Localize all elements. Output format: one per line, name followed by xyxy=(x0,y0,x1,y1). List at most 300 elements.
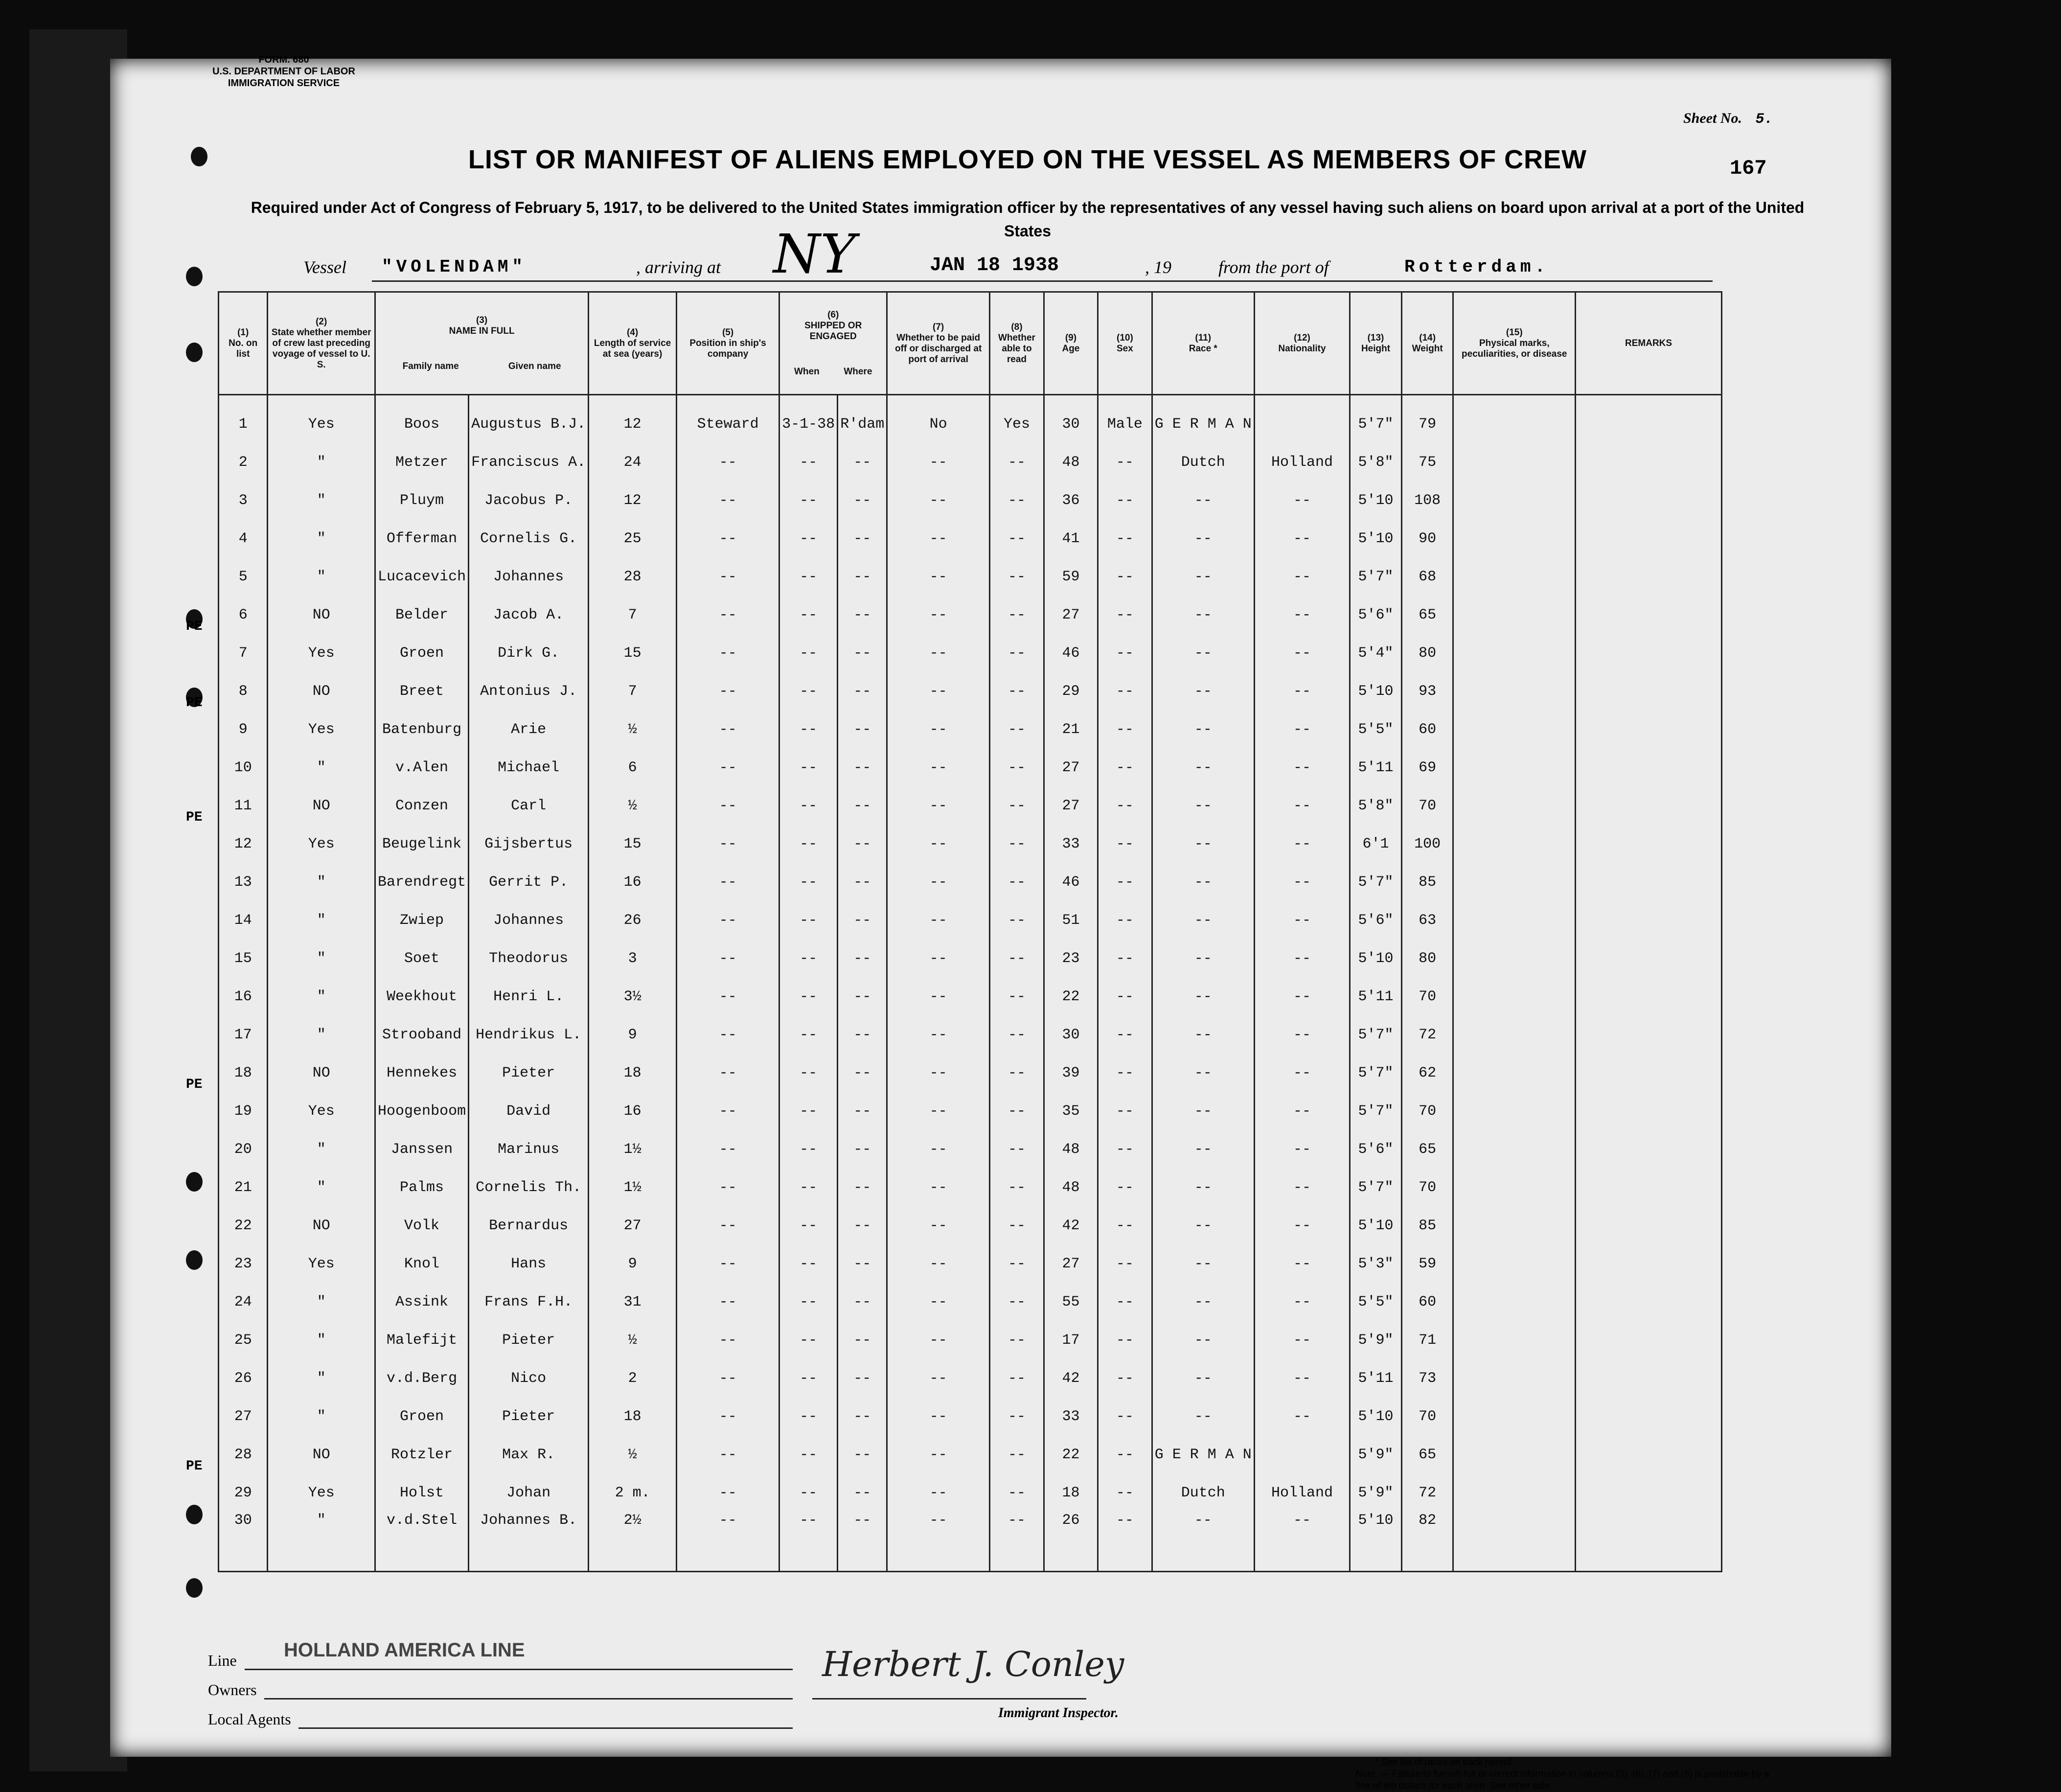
height-cell: 5'7" xyxy=(1350,395,1402,444)
given-name-cell: Pieter xyxy=(469,1321,589,1359)
paid-off-cell: -- xyxy=(887,1169,990,1207)
given-name-cell: Max R. xyxy=(469,1436,589,1474)
previous-voyage-cell: " xyxy=(268,1016,375,1054)
row-number-cell: 13 xyxy=(219,863,268,901)
weight-cell: 65 xyxy=(1401,1130,1453,1169)
table-row xyxy=(219,825,1722,863)
shipped-where-cell: -- xyxy=(838,1092,887,1130)
table-row xyxy=(219,558,1722,596)
height-cell: 5'6" xyxy=(1350,596,1402,634)
nationality-cell: -- xyxy=(1254,901,1350,940)
able-to-read-cell: -- xyxy=(990,1054,1044,1092)
height-cell: 5'8" xyxy=(1350,787,1402,825)
service-years-cell: 6 xyxy=(589,749,677,787)
previous-voyage-cell: Yes xyxy=(268,1245,375,1283)
able-to-read-cell: -- xyxy=(990,711,1044,749)
race-cell: -- xyxy=(1152,749,1254,787)
weight-cell: 100 xyxy=(1401,825,1453,863)
remarks-cell xyxy=(1576,1245,1722,1283)
shipped-when-cell: -- xyxy=(779,711,838,749)
paid-off-cell: -- xyxy=(887,1359,990,1398)
previous-voyage-cell: " xyxy=(268,482,375,520)
physical-marks-cell xyxy=(1453,1474,1576,1512)
physical-marks-cell xyxy=(1453,482,1576,520)
row-number-cell: 1 xyxy=(219,395,268,444)
sex-cell: -- xyxy=(1098,1054,1152,1092)
shipped-when-cell: -- xyxy=(779,558,838,596)
physical-marks-cell xyxy=(1453,787,1576,825)
nationality-cell: -- xyxy=(1254,520,1350,558)
weight-cell: 93 xyxy=(1401,672,1453,711)
col-paid-off-header: (7) Whether to be paid off or discharged at port of arrival xyxy=(887,292,990,395)
department-name: U.S. DEPARTMENT OF LABOR xyxy=(212,66,355,77)
sex-cell: -- xyxy=(1098,1245,1152,1283)
row-number-cell: 11 xyxy=(219,787,268,825)
physical-marks-cell xyxy=(1453,520,1576,558)
given-name-cell: Michael xyxy=(469,749,589,787)
row-number-cell: 7 xyxy=(219,634,268,672)
able-to-read-cell: -- xyxy=(990,1436,1044,1474)
sex-cell: -- xyxy=(1098,558,1152,596)
height-cell: 5'10 xyxy=(1350,672,1402,711)
shipped-where-cell: -- xyxy=(838,443,887,482)
race-cell: -- xyxy=(1152,863,1254,901)
family-name-cell: Groen xyxy=(375,634,469,672)
row-number-cell: 19 xyxy=(219,1092,268,1130)
height-cell: 5'4" xyxy=(1350,634,1402,672)
shipped-when-cell: -- xyxy=(779,1016,838,1054)
col-previous-voyage-header: (2) State whether member of crew last preceding voyage of vessel to U. S. xyxy=(268,292,375,395)
sex-cell: -- xyxy=(1098,787,1152,825)
position-cell: -- xyxy=(677,1054,779,1092)
previous-voyage-cell: " xyxy=(268,901,375,940)
physical-marks-cell xyxy=(1453,749,1576,787)
given-name-cell: Gerrit P. xyxy=(469,863,589,901)
race-cell: -- xyxy=(1152,825,1254,863)
remarks-cell xyxy=(1576,443,1722,482)
previous-voyage-cell: " xyxy=(268,1130,375,1169)
weight-cell: 90 xyxy=(1401,520,1453,558)
height-cell: 5'7" xyxy=(1350,1092,1402,1130)
given-name-cell: Cornelis Th. xyxy=(469,1169,589,1207)
remarks-cell xyxy=(1576,1436,1722,1474)
given-name-cell: Dirk G. xyxy=(469,634,589,672)
family-name-cell: Soet xyxy=(375,940,469,978)
family-name-cell: Hennekes xyxy=(375,1054,469,1092)
paid-off-cell: -- xyxy=(887,1054,990,1092)
col-height-header: (13) Height xyxy=(1350,292,1402,395)
previous-voyage-cell: NO xyxy=(268,787,375,825)
previous-voyage-cell: " xyxy=(268,863,375,901)
nationality-cell: -- xyxy=(1254,1512,1350,1572)
nationality-cell: -- xyxy=(1254,749,1350,787)
remarks-cell xyxy=(1576,558,1722,596)
able-to-read-cell: -- xyxy=(990,1130,1044,1169)
pe-marker: PE xyxy=(186,619,203,634)
position-cell: -- xyxy=(677,1398,779,1436)
service-years-cell: ½ xyxy=(589,711,677,749)
position-cell: -- xyxy=(677,596,779,634)
age-cell: 29 xyxy=(1044,672,1098,711)
weight-cell: 80 xyxy=(1401,634,1453,672)
row-number-cell: 23 xyxy=(219,1245,268,1283)
age-cell: 27 xyxy=(1044,596,1098,634)
shipped-where-cell: -- xyxy=(838,711,887,749)
table-row xyxy=(219,1054,1722,1092)
height-cell: 5'5" xyxy=(1350,1283,1402,1321)
nationality-cell: -- xyxy=(1254,978,1350,1016)
table-row xyxy=(219,749,1722,787)
footer-notes xyxy=(1355,1757,1786,1792)
form-number: FORM. 680 xyxy=(258,54,309,65)
height-cell: 5'6" xyxy=(1350,901,1402,940)
nationality-cell: -- xyxy=(1254,1207,1350,1245)
line-label: Line xyxy=(208,1652,237,1669)
remarks-cell xyxy=(1576,1359,1722,1398)
remarks-cell xyxy=(1576,940,1722,978)
service-years-cell: 1½ xyxy=(589,1130,677,1169)
height-cell: 5'3" xyxy=(1350,1245,1402,1283)
position-cell: -- xyxy=(677,1016,779,1054)
nationality-cell: Holland xyxy=(1254,443,1350,482)
height-cell: 5'7" xyxy=(1350,1054,1402,1092)
weight-cell: 65 xyxy=(1401,596,1453,634)
position-cell: -- xyxy=(677,443,779,482)
punch-hole xyxy=(186,1250,203,1270)
age-cell: 35 xyxy=(1044,1092,1098,1130)
table-row xyxy=(219,482,1722,520)
service-years-cell: 24 xyxy=(589,443,677,482)
age-cell: 41 xyxy=(1044,520,1098,558)
nationality-cell: -- xyxy=(1254,825,1350,863)
family-name-cell: Conzen xyxy=(375,787,469,825)
given-name-subheader: Given name xyxy=(508,361,561,371)
position-cell: -- xyxy=(677,634,779,672)
family-name-cell: Belder xyxy=(375,596,469,634)
row-number-cell: 29 xyxy=(219,1474,268,1512)
shipped-where-cell: R'dam xyxy=(838,395,887,444)
remarks-cell xyxy=(1576,1130,1722,1169)
shipped-where-cell: -- xyxy=(838,978,887,1016)
age-cell: 51 xyxy=(1044,901,1098,940)
service-years-cell: 7 xyxy=(589,672,677,711)
shipped-when-cell: -- xyxy=(779,863,838,901)
row-number-cell: 20 xyxy=(219,1130,268,1169)
col-remarks-header: REMARKS xyxy=(1576,292,1722,395)
age-cell: 27 xyxy=(1044,1245,1098,1283)
race-cell: -- xyxy=(1152,901,1254,940)
from-port: Rotterdam. xyxy=(1404,257,1550,277)
race-cell: -- xyxy=(1152,1321,1254,1359)
position-cell: -- xyxy=(677,520,779,558)
page-title: LIST OR MANIFEST OF ALIENS EMPLOYED ON THE VESSEL AS MEMBERS OF CREW xyxy=(468,145,1587,174)
sex-cell: -- xyxy=(1098,940,1152,978)
position-cell: -- xyxy=(677,978,779,1016)
row-number-cell: 22 xyxy=(219,1207,268,1245)
shipped-when-cell: -- xyxy=(779,1207,838,1245)
paid-off-cell: -- xyxy=(887,596,990,634)
page-subtitle: Required under Act of Congress of February 5, 1917, to be delivered to the United States immigration officer by the representatives of any vessel having such aliens on board upon arrival at a port of the United States xyxy=(251,199,1805,240)
able-to-read-cell: -- xyxy=(990,443,1044,482)
row-number-cell: 21 xyxy=(219,1169,268,1207)
position-cell: -- xyxy=(677,1207,779,1245)
position-cell: -- xyxy=(677,825,779,863)
shipped-when-cell: -- xyxy=(779,596,838,634)
sex-cell: -- xyxy=(1098,863,1152,901)
position-cell: -- xyxy=(677,863,779,901)
nationality-cell: -- xyxy=(1254,863,1350,901)
service-years-cell: 15 xyxy=(589,634,677,672)
given-name-cell: Johan xyxy=(469,1474,589,1512)
race-cell: G E R M A N xyxy=(1152,395,1254,444)
race-cell: -- xyxy=(1152,787,1254,825)
height-cell: 5'6" xyxy=(1350,1130,1402,1169)
previous-voyage-cell: " xyxy=(268,978,375,1016)
given-name-cell: Pieter xyxy=(469,1398,589,1436)
age-cell: 23 xyxy=(1044,940,1098,978)
age-cell: 33 xyxy=(1044,1398,1098,1436)
family-name-cell: Knol xyxy=(375,1245,469,1283)
shipped-where-cell: -- xyxy=(838,749,887,787)
sex-cell: -- xyxy=(1098,672,1152,711)
service-years-cell: ½ xyxy=(589,787,677,825)
col-age-header: (9) Age xyxy=(1044,292,1098,395)
race-cell: Dutch xyxy=(1152,443,1254,482)
able-to-read-cell: -- xyxy=(990,1169,1044,1207)
shipped-where-cell: -- xyxy=(838,596,887,634)
punch-hole xyxy=(186,1505,203,1524)
family-name-cell: Assink xyxy=(375,1283,469,1321)
given-name-cell: Cornelis G. xyxy=(469,520,589,558)
age-cell: 36 xyxy=(1044,482,1098,520)
able-to-read-cell: -- xyxy=(990,1512,1044,1572)
service-years-cell: 7 xyxy=(589,596,677,634)
given-name-cell: David xyxy=(469,1092,589,1130)
signature-underline xyxy=(812,1698,1086,1700)
family-name-cell: Weekhout xyxy=(375,978,469,1016)
service-years-cell: 2 xyxy=(589,1359,677,1398)
shipped-where-cell: -- xyxy=(838,672,887,711)
service-years-cell: ½ xyxy=(589,1321,677,1359)
where-subheader: Where xyxy=(844,366,872,377)
weight-cell: 85 xyxy=(1401,863,1453,901)
given-name-cell: Nico xyxy=(469,1359,589,1398)
given-name-cell: Jacobus P. xyxy=(469,482,589,520)
remarks-cell xyxy=(1576,520,1722,558)
paid-off-cell: -- xyxy=(887,749,990,787)
nationality-cell: -- xyxy=(1254,1016,1350,1054)
height-cell: 5'10 xyxy=(1350,520,1402,558)
shipped-when-cell: -- xyxy=(779,1245,838,1283)
shipped-when-cell: -- xyxy=(779,825,838,863)
table-row xyxy=(219,596,1722,634)
sex-cell: -- xyxy=(1098,901,1152,940)
able-to-read-cell: -- xyxy=(990,1359,1044,1398)
height-cell: 5'11 xyxy=(1350,978,1402,1016)
service-years-cell: 12 xyxy=(589,395,677,444)
race-cell: -- xyxy=(1152,558,1254,596)
race-cell: -- xyxy=(1152,634,1254,672)
family-name-cell: Boos xyxy=(375,395,469,444)
paid-off-cell: -- xyxy=(887,825,990,863)
table-row xyxy=(219,787,1722,825)
physical-marks-cell xyxy=(1453,901,1576,940)
shipped-where-cell: -- xyxy=(838,1207,887,1245)
paid-off-cell: -- xyxy=(887,1207,990,1245)
shipped-where-cell: -- xyxy=(838,825,887,863)
row-number-cell: 10 xyxy=(219,749,268,787)
nationality-cell: -- xyxy=(1254,940,1350,978)
age-cell: 39 xyxy=(1044,1054,1098,1092)
given-name-cell: Johannes B. xyxy=(469,1512,589,1572)
physical-marks-cell xyxy=(1453,1359,1576,1398)
nationality-cell: -- xyxy=(1254,1398,1350,1436)
sex-cell: -- xyxy=(1098,482,1152,520)
position-cell: -- xyxy=(677,940,779,978)
physical-marks-cell xyxy=(1453,395,1576,444)
nationality-cell: -- xyxy=(1254,596,1350,634)
paid-off-cell: -- xyxy=(887,1130,990,1169)
physical-marks-cell xyxy=(1453,863,1576,901)
family-name-cell: Palms xyxy=(375,1169,469,1207)
nationality-cell: -- xyxy=(1254,1092,1350,1130)
physical-marks-cell xyxy=(1453,978,1576,1016)
given-name-cell: Jacob A. xyxy=(469,596,589,634)
sex-cell: Male xyxy=(1098,395,1152,444)
shipped-when-cell: -- xyxy=(779,1169,838,1207)
table-row xyxy=(219,1474,1722,1512)
row-number-cell: 14 xyxy=(219,901,268,940)
given-name-cell: Henri L. xyxy=(469,978,589,1016)
able-to-read-cell: -- xyxy=(990,672,1044,711)
race-cell: -- xyxy=(1152,978,1254,1016)
row-number-cell: 16 xyxy=(219,978,268,1016)
physical-marks-cell xyxy=(1453,1169,1576,1207)
previous-voyage-cell: NO xyxy=(268,1054,375,1092)
position-cell: -- xyxy=(677,901,779,940)
physical-marks-cell xyxy=(1453,1245,1576,1283)
row-number-cell: 25 xyxy=(219,1321,268,1359)
position-cell: -- xyxy=(677,558,779,596)
able-to-read-cell: -- xyxy=(990,863,1044,901)
note-label: Note. xyxy=(1355,1769,1378,1779)
row-number-cell: 12 xyxy=(219,825,268,863)
age-cell: 42 xyxy=(1044,1359,1098,1398)
able-to-read-cell: -- xyxy=(990,978,1044,1016)
nationality-cell: -- xyxy=(1254,1245,1350,1283)
family-name-cell: Rotzler xyxy=(375,1436,469,1474)
able-to-read-cell: -- xyxy=(990,901,1044,940)
physical-marks-cell xyxy=(1453,1054,1576,1092)
paid-off-cell: -- xyxy=(887,940,990,978)
position-cell: -- xyxy=(677,1092,779,1130)
nationality-cell: Holland xyxy=(1254,1474,1350,1512)
remarks-cell xyxy=(1576,672,1722,711)
able-to-read-cell: -- xyxy=(990,749,1044,787)
family-name-cell: Zwiep xyxy=(375,901,469,940)
service-years-cell: 2 m. xyxy=(589,1474,677,1512)
family-name-cell: Beugelink xyxy=(375,825,469,863)
family-name-cell: Strooband xyxy=(375,1016,469,1054)
shipped-when-cell: -- xyxy=(779,1398,838,1436)
previous-voyage-cell: NO xyxy=(268,596,375,634)
race-cell: -- xyxy=(1152,1283,1254,1321)
weight-cell: 70 xyxy=(1401,978,1453,1016)
sex-cell: -- xyxy=(1098,1283,1152,1321)
weight-cell: 70 xyxy=(1401,1092,1453,1130)
row-number-cell: 8 xyxy=(219,672,268,711)
physical-marks-cell xyxy=(1453,672,1576,711)
previous-voyage-cell: " xyxy=(268,558,375,596)
age-cell: 46 xyxy=(1044,634,1098,672)
punch-hole xyxy=(186,1578,203,1598)
shipped-where-cell: -- xyxy=(838,1398,887,1436)
weight-cell: 79 xyxy=(1401,395,1453,444)
height-cell: 5'10 xyxy=(1350,940,1402,978)
remarks-cell xyxy=(1576,482,1722,520)
nationality-cell: -- xyxy=(1254,711,1350,749)
height-cell: 5'11 xyxy=(1350,1359,1402,1398)
able-to-read-cell: -- xyxy=(990,1283,1044,1321)
given-name-cell: Franciscus A. xyxy=(469,443,589,482)
note-text: — Failure to furnish full or correct information in columns (3), (6), (7) and (8) is punishable by a fine of ten dollars for each alien. See other side. xyxy=(1355,1769,1769,1791)
sex-cell: -- xyxy=(1098,1207,1152,1245)
previous-voyage-cell: " xyxy=(268,1398,375,1436)
position-cell: Steward xyxy=(677,395,779,444)
service-years-cell: 16 xyxy=(589,1092,677,1130)
weight-cell: 70 xyxy=(1401,787,1453,825)
position-cell: -- xyxy=(677,1283,779,1321)
row-number-cell: 2 xyxy=(219,443,268,482)
arrival-date-stamp: JAN 18 1938 xyxy=(930,254,1059,276)
table-row xyxy=(219,1169,1722,1207)
table-row xyxy=(219,1245,1722,1283)
row-number-cell: 5 xyxy=(219,558,268,596)
previous-voyage-cell: NO xyxy=(268,1436,375,1474)
sex-cell: -- xyxy=(1098,1398,1152,1436)
shipped-when-cell: -- xyxy=(779,1092,838,1130)
age-cell: 48 xyxy=(1044,443,1098,482)
shipped-where-cell: -- xyxy=(838,1283,887,1321)
sex-cell: -- xyxy=(1098,1092,1152,1130)
remarks-cell xyxy=(1576,863,1722,901)
punch-hole xyxy=(186,1172,203,1192)
row-number-cell: 30 xyxy=(219,1512,268,1572)
sex-cell: -- xyxy=(1098,1130,1152,1169)
shipped-when-cell: -- xyxy=(779,978,838,1016)
service-years-cell: 18 xyxy=(589,1398,677,1436)
physical-marks-cell xyxy=(1453,1092,1576,1130)
nationality-cell xyxy=(1254,395,1350,444)
sheet-label: Sheet No. xyxy=(1683,110,1742,126)
row-number-cell: 3 xyxy=(219,482,268,520)
pe-marker: PE xyxy=(186,695,203,711)
shipped-where-cell: -- xyxy=(838,901,887,940)
remarks-cell xyxy=(1576,1169,1722,1207)
col-name-header: (3) NAME IN FULL Family name Given name xyxy=(375,292,589,395)
line-underline xyxy=(245,1669,793,1670)
race-cell: -- xyxy=(1152,520,1254,558)
race-cell: -- xyxy=(1152,1169,1254,1207)
given-name-cell: Marinus xyxy=(469,1130,589,1169)
crew-manifest-table xyxy=(218,291,1722,1572)
age-cell: 30 xyxy=(1044,1016,1098,1054)
remarks-cell xyxy=(1576,395,1722,444)
table-row xyxy=(219,1436,1722,1474)
given-name-cell: Arie xyxy=(469,711,589,749)
previous-voyage-cell: Yes xyxy=(268,825,375,863)
shipped-when-cell: -- xyxy=(779,520,838,558)
